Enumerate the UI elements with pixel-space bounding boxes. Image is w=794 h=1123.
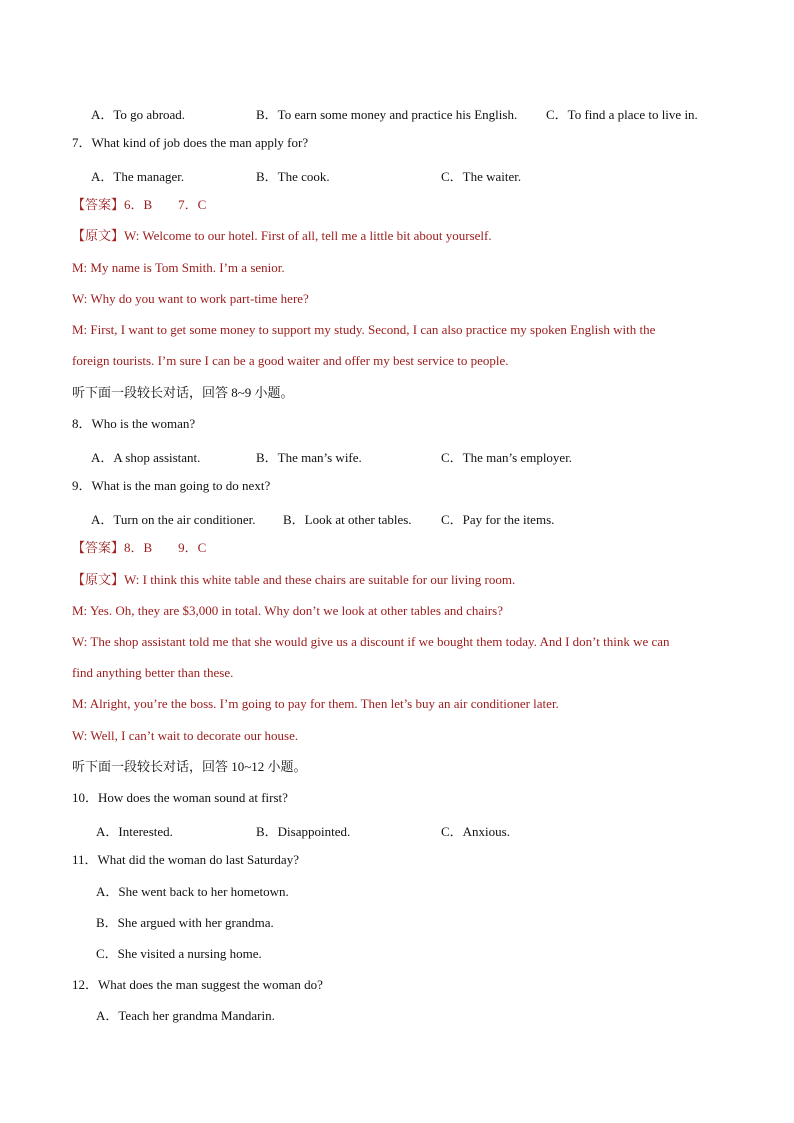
- question-10: 10．How does the woman sound at first?: [72, 790, 288, 805]
- question-8: 8．Who is the woman?: [72, 416, 196, 431]
- transcript-2-line-5: M: Alright, you’re the boss. I’m going to pay for them. Then let’s buy an air conditioner later.: [72, 696, 559, 711]
- q10-option-c: C．Anxious.: [441, 824, 510, 839]
- transcript-1-line-5: foreign tourists. I’m sure I can be a good waiter and offer my best service to people.: [72, 353, 509, 368]
- q10-option-a: A．Interested.: [96, 824, 173, 839]
- answer-block-1: [72, 197, 206, 213]
- answer-tag: 【答案】: [72, 197, 125, 212]
- transcript-2-line-1: [72, 572, 515, 588]
- transcript-2-line-4: find anything better than these.: [72, 665, 234, 680]
- q6-option-a: A．To go abroad.: [91, 107, 186, 122]
- q6-option-c: C．To find a place to live in.: [546, 107, 698, 122]
- transcript-1-line-1: [72, 228, 492, 244]
- transcript-tag: 【原文】: [72, 228, 125, 243]
- transcript-2-line-2: M: Yes. Oh, they are $3,000 in total. Why don’t we look at other tables and chairs?: [72, 603, 503, 618]
- q9-option-b: B．Look at other tables.: [283, 512, 412, 527]
- answer-values: 8．B 9．C: [124, 540, 207, 555]
- transcript-tag: 【原文】: [72, 572, 125, 587]
- q10-option-b: B．Disappointed.: [256, 824, 351, 839]
- question-11: 11．What did the woman do last Saturday?: [72, 852, 299, 867]
- q6-option-b: B．To earn some money and practice his English.: [256, 107, 518, 122]
- transcript-1-line-4: M: First, I want to get some money to support my study. Second, I can also practice my spoken English with the: [72, 322, 656, 337]
- question-9: 9．What is the man going to do next?: [72, 478, 271, 493]
- q7-option-c: C．The waiter.: [441, 169, 522, 184]
- answer-tag: 【答案】: [72, 540, 125, 555]
- q11-option-c: C．She visited a nursing home.: [96, 946, 262, 961]
- transcript-text: W: Welcome to our hotel. First of all, tell me a little bit about yourself.: [124, 228, 492, 243]
- transcript-2-line-3: W: The shop assistant told me that she would give us a discount if we bought them today. And I don’t think we can: [72, 634, 670, 649]
- question-7: 7．What kind of job does the man apply for?: [72, 135, 309, 150]
- answer-block-2: [72, 540, 206, 556]
- transcript-1-line-2: M: My name is Tom Smith. I’m a senior.: [72, 260, 285, 275]
- q9-option-a: A．Turn on the air conditioner.: [91, 512, 256, 527]
- q8-option-a: A．A shop assistant.: [91, 450, 201, 465]
- question-12: 12．What does the man suggest the woman do?: [72, 977, 323, 992]
- answer-values: 6．B 7．C: [124, 197, 207, 212]
- transcript-2-line-6: W: Well, I can’t wait to decorate our house.: [72, 728, 299, 743]
- section-instruction-2: 听下面一段较长对话，回答 8~9 小题。: [72, 385, 294, 400]
- q11-option-a: A．She went back to her hometown.: [96, 884, 289, 899]
- transcript-1-line-3: W: Why do you want to work part-time here?: [72, 291, 309, 306]
- transcript-text: W: I think this white table and these chairs are suitable for our living room.: [124, 572, 516, 587]
- q11-option-b: B．She argued with her grandma.: [96, 915, 274, 930]
- q7-option-b: B．The cook.: [256, 169, 330, 184]
- section-instruction-3: 听下面一段较长对话，回答 10~12 小题。: [72, 759, 307, 774]
- q8-option-b: B．The man’s wife.: [256, 450, 362, 465]
- q8-option-c: C．The man’s employer.: [441, 450, 573, 465]
- q12-option-a: A．Teach her grandma Mandarin.: [96, 1008, 275, 1023]
- q7-option-a: A．The manager.: [91, 169, 185, 184]
- q9-option-c: C．Pay for the items.: [441, 512, 555, 527]
